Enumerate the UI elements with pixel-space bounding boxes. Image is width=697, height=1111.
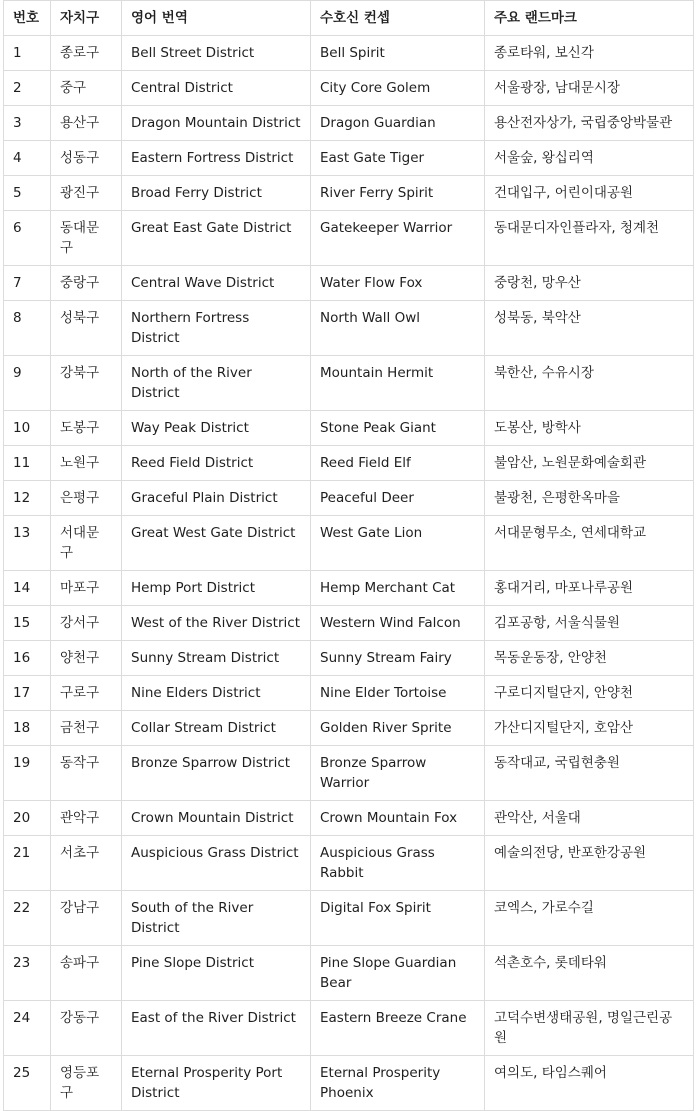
cell-english: South of the River District [122, 891, 311, 946]
table-row [4, 1001, 694, 1056]
cell-district: 동대문구 [51, 211, 122, 266]
cell-number: 6 [4, 211, 51, 266]
cell-guardian: Eastern Breeze Crane [311, 1001, 485, 1056]
cell-number: 10 [4, 411, 51, 446]
cell-landmarks: 코엑스, 가로수길 [485, 891, 694, 946]
cell-district: 성동구 [51, 141, 122, 176]
cell-english: Great West Gate District [122, 516, 311, 571]
header-district: 자치구 [51, 1, 122, 36]
table-row [4, 746, 694, 801]
header-row [4, 1, 694, 36]
table-row [4, 676, 694, 711]
cell-guardian: Digital Fox Spirit [311, 891, 485, 946]
cell-guardian: North Wall Owl [311, 301, 485, 356]
cell-number: 21 [4, 836, 51, 891]
cell-guardian: Sunny Stream Fairy [311, 641, 485, 676]
cell-english: Great East Gate District [122, 211, 311, 266]
cell-landmarks: 동작대교, 국립현충원 [485, 746, 694, 801]
cell-number: 17 [4, 676, 51, 711]
cell-district: 강북구 [51, 356, 122, 411]
table-row [4, 411, 694, 446]
cell-number: 3 [4, 106, 51, 141]
cell-guardian: Pine Slope Guardian Bear [311, 946, 485, 1001]
cell-english: Northern Fortress District [122, 301, 311, 356]
cell-landmarks: 불광천, 은평한옥마을 [485, 481, 694, 516]
table-row [4, 481, 694, 516]
cell-district: 강동구 [51, 1001, 122, 1056]
cell-number: 19 [4, 746, 51, 801]
table-row [4, 301, 694, 356]
cell-district: 송파구 [51, 946, 122, 1001]
cell-number: 4 [4, 141, 51, 176]
cell-english: Nine Elders District [122, 676, 311, 711]
cell-landmarks: 관악산, 서울대 [485, 801, 694, 836]
cell-landmarks: 서대문형무소, 연세대학교 [485, 516, 694, 571]
cell-landmarks: 예술의전당, 반포한강공원 [485, 836, 694, 891]
header-english: 영어 번역 [122, 1, 311, 36]
table-row [4, 1056, 694, 1111]
table-row [4, 641, 694, 676]
cell-district: 도봉구 [51, 411, 122, 446]
cell-english: Sunny Stream District [122, 641, 311, 676]
cell-english: Collar Stream District [122, 711, 311, 746]
cell-district: 동작구 [51, 746, 122, 801]
cell-guardian: Gatekeeper Warrior [311, 211, 485, 266]
cell-landmarks: 석촌호수, 롯데타워 [485, 946, 694, 1001]
cell-landmarks: 도봉산, 방학사 [485, 411, 694, 446]
cell-district: 종로구 [51, 36, 122, 71]
cell-english: Reed Field District [122, 446, 311, 481]
cell-english: Central District [122, 71, 311, 106]
cell-english: Auspicious Grass District [122, 836, 311, 891]
cell-landmarks: 서울광장, 남대문시장 [485, 71, 694, 106]
cell-guardian: Western Wind Falcon [311, 606, 485, 641]
cell-guardian: West Gate Lion [311, 516, 485, 571]
cell-guardian: River Ferry Spirit [311, 176, 485, 211]
cell-district: 중랑구 [51, 266, 122, 301]
table-row [4, 211, 694, 266]
header-number: 번호 [4, 1, 51, 36]
cell-number: 13 [4, 516, 51, 571]
table-row [4, 946, 694, 1001]
cell-english: Hemp Port District [122, 571, 311, 606]
cell-landmarks: 고덕수변생태공원, 명일근린공원 [485, 1001, 694, 1056]
cell-number: 1 [4, 36, 51, 71]
cell-district: 마포구 [51, 571, 122, 606]
district-guardian-table [3, 0, 694, 1111]
cell-guardian: Bell Spirit [311, 36, 485, 71]
cell-district: 용산구 [51, 106, 122, 141]
cell-district: 강서구 [51, 606, 122, 641]
cell-english: Eastern Fortress District [122, 141, 311, 176]
cell-english: Graceful Plain District [122, 481, 311, 516]
cell-number: 7 [4, 266, 51, 301]
cell-landmarks: 북한산, 수유시장 [485, 356, 694, 411]
table-row [4, 106, 694, 141]
cell-district: 서대문구 [51, 516, 122, 571]
cell-english: Way Peak District [122, 411, 311, 446]
cell-landmarks: 목동운동장, 안양천 [485, 641, 694, 676]
cell-english: Bronze Sparrow District [122, 746, 311, 801]
cell-number: 20 [4, 801, 51, 836]
cell-number: 14 [4, 571, 51, 606]
cell-guardian: City Core Golem [311, 71, 485, 106]
cell-guardian: Peaceful Deer [311, 481, 485, 516]
cell-number: 9 [4, 356, 51, 411]
cell-english: Bell Street District [122, 36, 311, 71]
cell-guardian: Auspicious Grass Rabbit [311, 836, 485, 891]
cell-district: 강남구 [51, 891, 122, 946]
cell-number: 8 [4, 301, 51, 356]
cell-guardian: Stone Peak Giant [311, 411, 485, 446]
cell-number: 2 [4, 71, 51, 106]
cell-landmarks: 가산디지털단지, 호암산 [485, 711, 694, 746]
cell-english: Eternal Prosperity Port District [122, 1056, 311, 1111]
cell-district: 관악구 [51, 801, 122, 836]
cell-district: 서초구 [51, 836, 122, 891]
cell-number: 23 [4, 946, 51, 1001]
cell-guardian: Hemp Merchant Cat [311, 571, 485, 606]
cell-district: 금천구 [51, 711, 122, 746]
cell-number: 18 [4, 711, 51, 746]
cell-english: West of the River District [122, 606, 311, 641]
cell-number: 22 [4, 891, 51, 946]
cell-landmarks: 불암산, 노원문화예술회관 [485, 446, 694, 481]
table-row [4, 266, 694, 301]
table-row [4, 141, 694, 176]
cell-district: 중구 [51, 71, 122, 106]
table-row [4, 36, 694, 71]
cell-district: 노원구 [51, 446, 122, 481]
cell-landmarks: 종로타워, 보신각 [485, 36, 694, 71]
header-guardian: 수호신 컨셉 [311, 1, 485, 36]
cell-landmarks: 서울숲, 왕십리역 [485, 141, 694, 176]
cell-number: 5 [4, 176, 51, 211]
table-row [4, 836, 694, 891]
cell-landmarks: 구로디지털단지, 안양천 [485, 676, 694, 711]
cell-district: 광진구 [51, 176, 122, 211]
table-row [4, 606, 694, 641]
cell-number: 24 [4, 1001, 51, 1056]
table-row [4, 71, 694, 106]
cell-guardian: Golden River Sprite [311, 711, 485, 746]
table-row [4, 356, 694, 411]
cell-english: Broad Ferry District [122, 176, 311, 211]
cell-landmarks: 성북동, 북악산 [485, 301, 694, 356]
table-row [4, 891, 694, 946]
cell-number: 11 [4, 446, 51, 481]
table-row [4, 446, 694, 481]
cell-guardian: Nine Elder Tortoise [311, 676, 485, 711]
cell-landmarks: 중랑천, 망우산 [485, 266, 694, 301]
cell-district: 은평구 [51, 481, 122, 516]
cell-landmarks: 동대문디자인플라자, 청계천 [485, 211, 694, 266]
table-row [4, 571, 694, 606]
cell-number: 12 [4, 481, 51, 516]
cell-english: Crown Mountain District [122, 801, 311, 836]
cell-guardian: Crown Mountain Fox [311, 801, 485, 836]
cell-guardian: Water Flow Fox [311, 266, 485, 301]
table-row [4, 176, 694, 211]
cell-number: 15 [4, 606, 51, 641]
cell-guardian: Reed Field Elf [311, 446, 485, 481]
cell-english: Dragon Mountain District [122, 106, 311, 141]
cell-guardian: Mountain Hermit [311, 356, 485, 411]
cell-english: East of the River District [122, 1001, 311, 1056]
cell-landmarks: 김포공항, 서울식물원 [485, 606, 694, 641]
cell-landmarks: 홍대거리, 마포나루공원 [485, 571, 694, 606]
cell-guardian: Dragon Guardian [311, 106, 485, 141]
cell-guardian: East Gate Tiger [311, 141, 485, 176]
header-landmarks: 주요 랜드마크 [485, 1, 694, 36]
cell-landmarks: 건대입구, 어린이대공원 [485, 176, 694, 211]
cell-guardian: Bronze Sparrow Warrior [311, 746, 485, 801]
cell-number: 25 [4, 1056, 51, 1111]
table-row [4, 711, 694, 746]
cell-guardian: Eternal Prosperity Phoenix [311, 1056, 485, 1111]
cell-english: Pine Slope District [122, 946, 311, 1001]
cell-district: 양천구 [51, 641, 122, 676]
table-header [4, 1, 694, 36]
cell-district: 구로구 [51, 676, 122, 711]
table-body [4, 36, 694, 1111]
cell-district: 성북구 [51, 301, 122, 356]
table-row [4, 801, 694, 836]
cell-district: 영등포구 [51, 1056, 122, 1111]
cell-number: 16 [4, 641, 51, 676]
cell-english: North of the River District [122, 356, 311, 411]
cell-landmarks: 여의도, 타임스퀘어 [485, 1056, 694, 1111]
cell-landmarks: 용산전자상가, 국립중앙박물관 [485, 106, 694, 141]
table-row [4, 516, 694, 571]
cell-english: Central Wave District [122, 266, 311, 301]
